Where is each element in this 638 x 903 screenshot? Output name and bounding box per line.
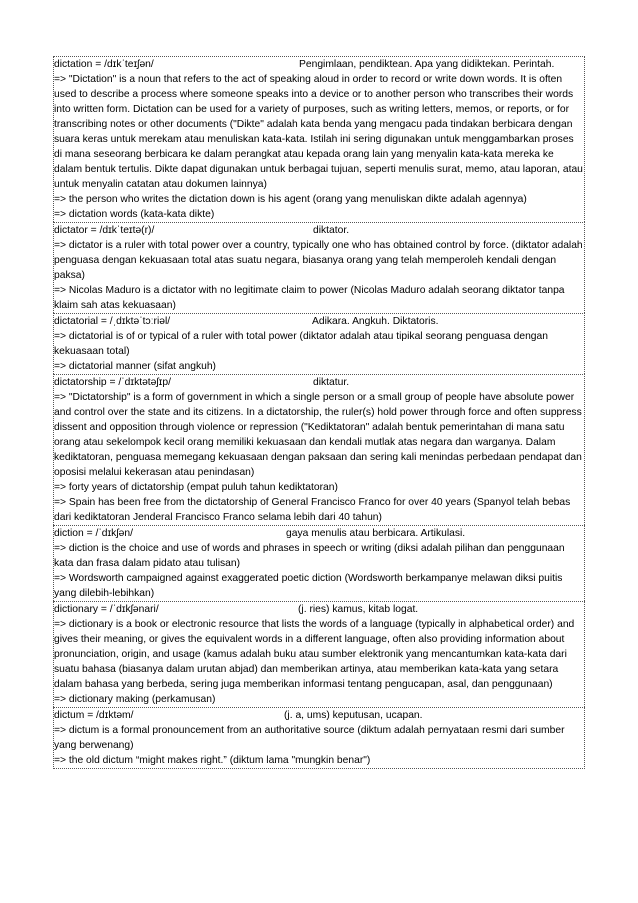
entry-headword: dictator = /dɪkˈteɪtə(r)/ [54,225,155,236]
entry-definition-line: => diction is the choice and use of words and phrases in speech or writing (diksi adalah pilihan dan penggunaan kata dan frasa dalam pidato atau tulisan) [54,543,565,569]
entry-definition-line: => dictionary making (perkamusan) [54,694,216,705]
entry-definition-line: => the person who writes the dictation down is his agent (orang yang menuliskan dikte adalah agennya) [54,194,527,205]
document-page [53,56,585,769]
entry-headword: dictum = /dɪktəm/ [54,710,134,721]
entry-headword-line [54,526,584,541]
entry-headword: diction = /ˈdɪkʃən/ [54,528,133,539]
entry-definition-line: => "Dictatorship" is a form of government in which a single person or a small group of people have absolute power and control over the state and its citizens. In a dictatorship, the ruler(s) hold power through force and often suppress dissent and opposition through violence or repression ("Kediktatoran" adalah bentuk pemerintahan di mana satu orang atau sekelompok kecil orang memiliki kekuasaan dan kendali mutlak atas negara dan warganya. Dalam kediktatoran, penguasa memegang kekuasaan dengan paksaan dan sering kali menindas perbedaan pendapat dan oposisi melalui kekerasan atau penindasan) [54,392,582,478]
entry-definition-line: => dictatorial is of or typical of a ruler with total power (diktator adalah atau tipikal seorang penguasa dengan kekuasaan total) [54,331,548,357]
entry-headword-line [54,708,584,723]
entry-headword: dictatorial = /ˌdɪktəˈtɔːriəl/ [54,316,171,327]
dictionary-entry [53,56,585,222]
entry-translation: diktatur. [313,377,350,388]
entry-definition-line: => "Dictation" is a noun that refers to the act of speaking aloud in order to record or write down words. It is often used to describe a process where someone speaks into a device or to another person who transcribes their words into written form. Dictation can be used for a variety of purposes, such as writing letters, memos, or reports, or for transcribing notes or other documents ("Dikte" adalah kata benda yang mengacu pada tindakan berbicara dengan suara keras untuk merekam atau menuliskan kata-kata. Istilah ini sering digunakan untuk menggambarkan proses di mana seseorang berbicara ke dalam perangkat atau kepada orang lain yang menyalin kata-kata mereka ke dalam bentuk tertulis. Dikte dapat digunakan untuk berbagai tujuan, seperti menulis surat, memo, atau laporan, atau untuk menyalin catatan atau dokumen lainnya) [54,74,583,190]
entry-translation: (j. a, ums) keputusan, ucapan. [284,710,423,721]
entry-translation: gaya menulis atau berbicara. Artikulasi. [286,528,466,539]
dictionary-entry [53,222,585,313]
entry-definition-line: => dictionary is a book or electronic resource that lists the words of a language (typically in alphabetical order) and gives their meaning, or gives the equivalent words in a different language, often also providing information about pronunciation, origin, and usage (kamus adalah buku atau sumber elektronik yang mencantumkan kata-kata dari suatu bahasa (biasanya dalam urutan abjad) dan memberikan artinya, atau memberikan kata-kata yang setara dalam bahasa yang berbeda, sering juga memberikan informasi tentang pengucapan, asal, dan penggunaan) [54,619,575,690]
entry-headword-line [54,375,584,390]
entry-definition-line: => dictator is a ruler with total power over a country, typically one who has obtained control by force. (diktator adalah penguasa dengan kekuasaan total atas suatu negara, biasanya orang yang telah memperoleh kendali dengan paksa) [54,240,583,281]
entry-translation: Adikara. Angkuh. Diktatoris. [312,316,439,327]
dictionary-entry [53,313,585,374]
dictionary-entry [53,707,585,769]
dictionary-entry [53,374,585,525]
entry-translation: (j. ries) kamus, kitab logat. [298,604,419,615]
entry-headword-line [54,314,584,329]
entry-definition-line: => forty years of dictatorship (empat puluh tahun kediktatoran) [54,482,338,493]
entry-headword: dictatorship = /ˈdɪktətəʃɪp/ [54,377,171,388]
entry-definition-line: => Nicolas Maduro is a dictator with no legitimate claim to power (Nicolas Maduro adalah seorang diktator tanpa klaim sah atas kekuasaan) [54,285,565,311]
entry-headword-line [54,602,584,617]
entry-headword: dictation = /dɪkˈteɪʃən/ [54,59,154,70]
entry-headword: dictionary = /ˈdɪkʃənari/ [54,604,159,615]
entry-translation: diktator. [313,225,350,236]
entry-definition-line: => dictation words (kata-kata dikte) [54,209,215,220]
entry-definition-line: => Spain has been free from the dictatorship of General Francisco Franco for over 40 years (Spanyol telah bebas dari kediktatoran Jenderal Francisco Franco selama lebih dari 40 tahun) [54,497,571,523]
entry-translation: Pengimlaan, pendiktean. Apa yang didiktekan. Perintah. [299,59,555,70]
dictionary-entry [53,525,585,601]
entry-definition-line: => dictatorial manner (sifat angkuh) [54,361,216,372]
entry-headword-line [54,223,584,238]
entry-headword-line [54,57,584,72]
entry-definition-line: => dictum is a formal pronouncement from an authoritative source (diktum adalah pernyataan resmi dari sumber yang berwenang) [54,725,565,751]
dictionary-entry [53,601,585,707]
entry-definition-line: => Wordsworth campaigned against exaggerated poetic diction (Wordsworth berkampanye melawan diksi puitis yang dilebih-lebihkan) [54,573,563,599]
entry-definition-line: => the old dictum “might makes right.” (diktum lama "mungkin benar") [54,755,371,766]
